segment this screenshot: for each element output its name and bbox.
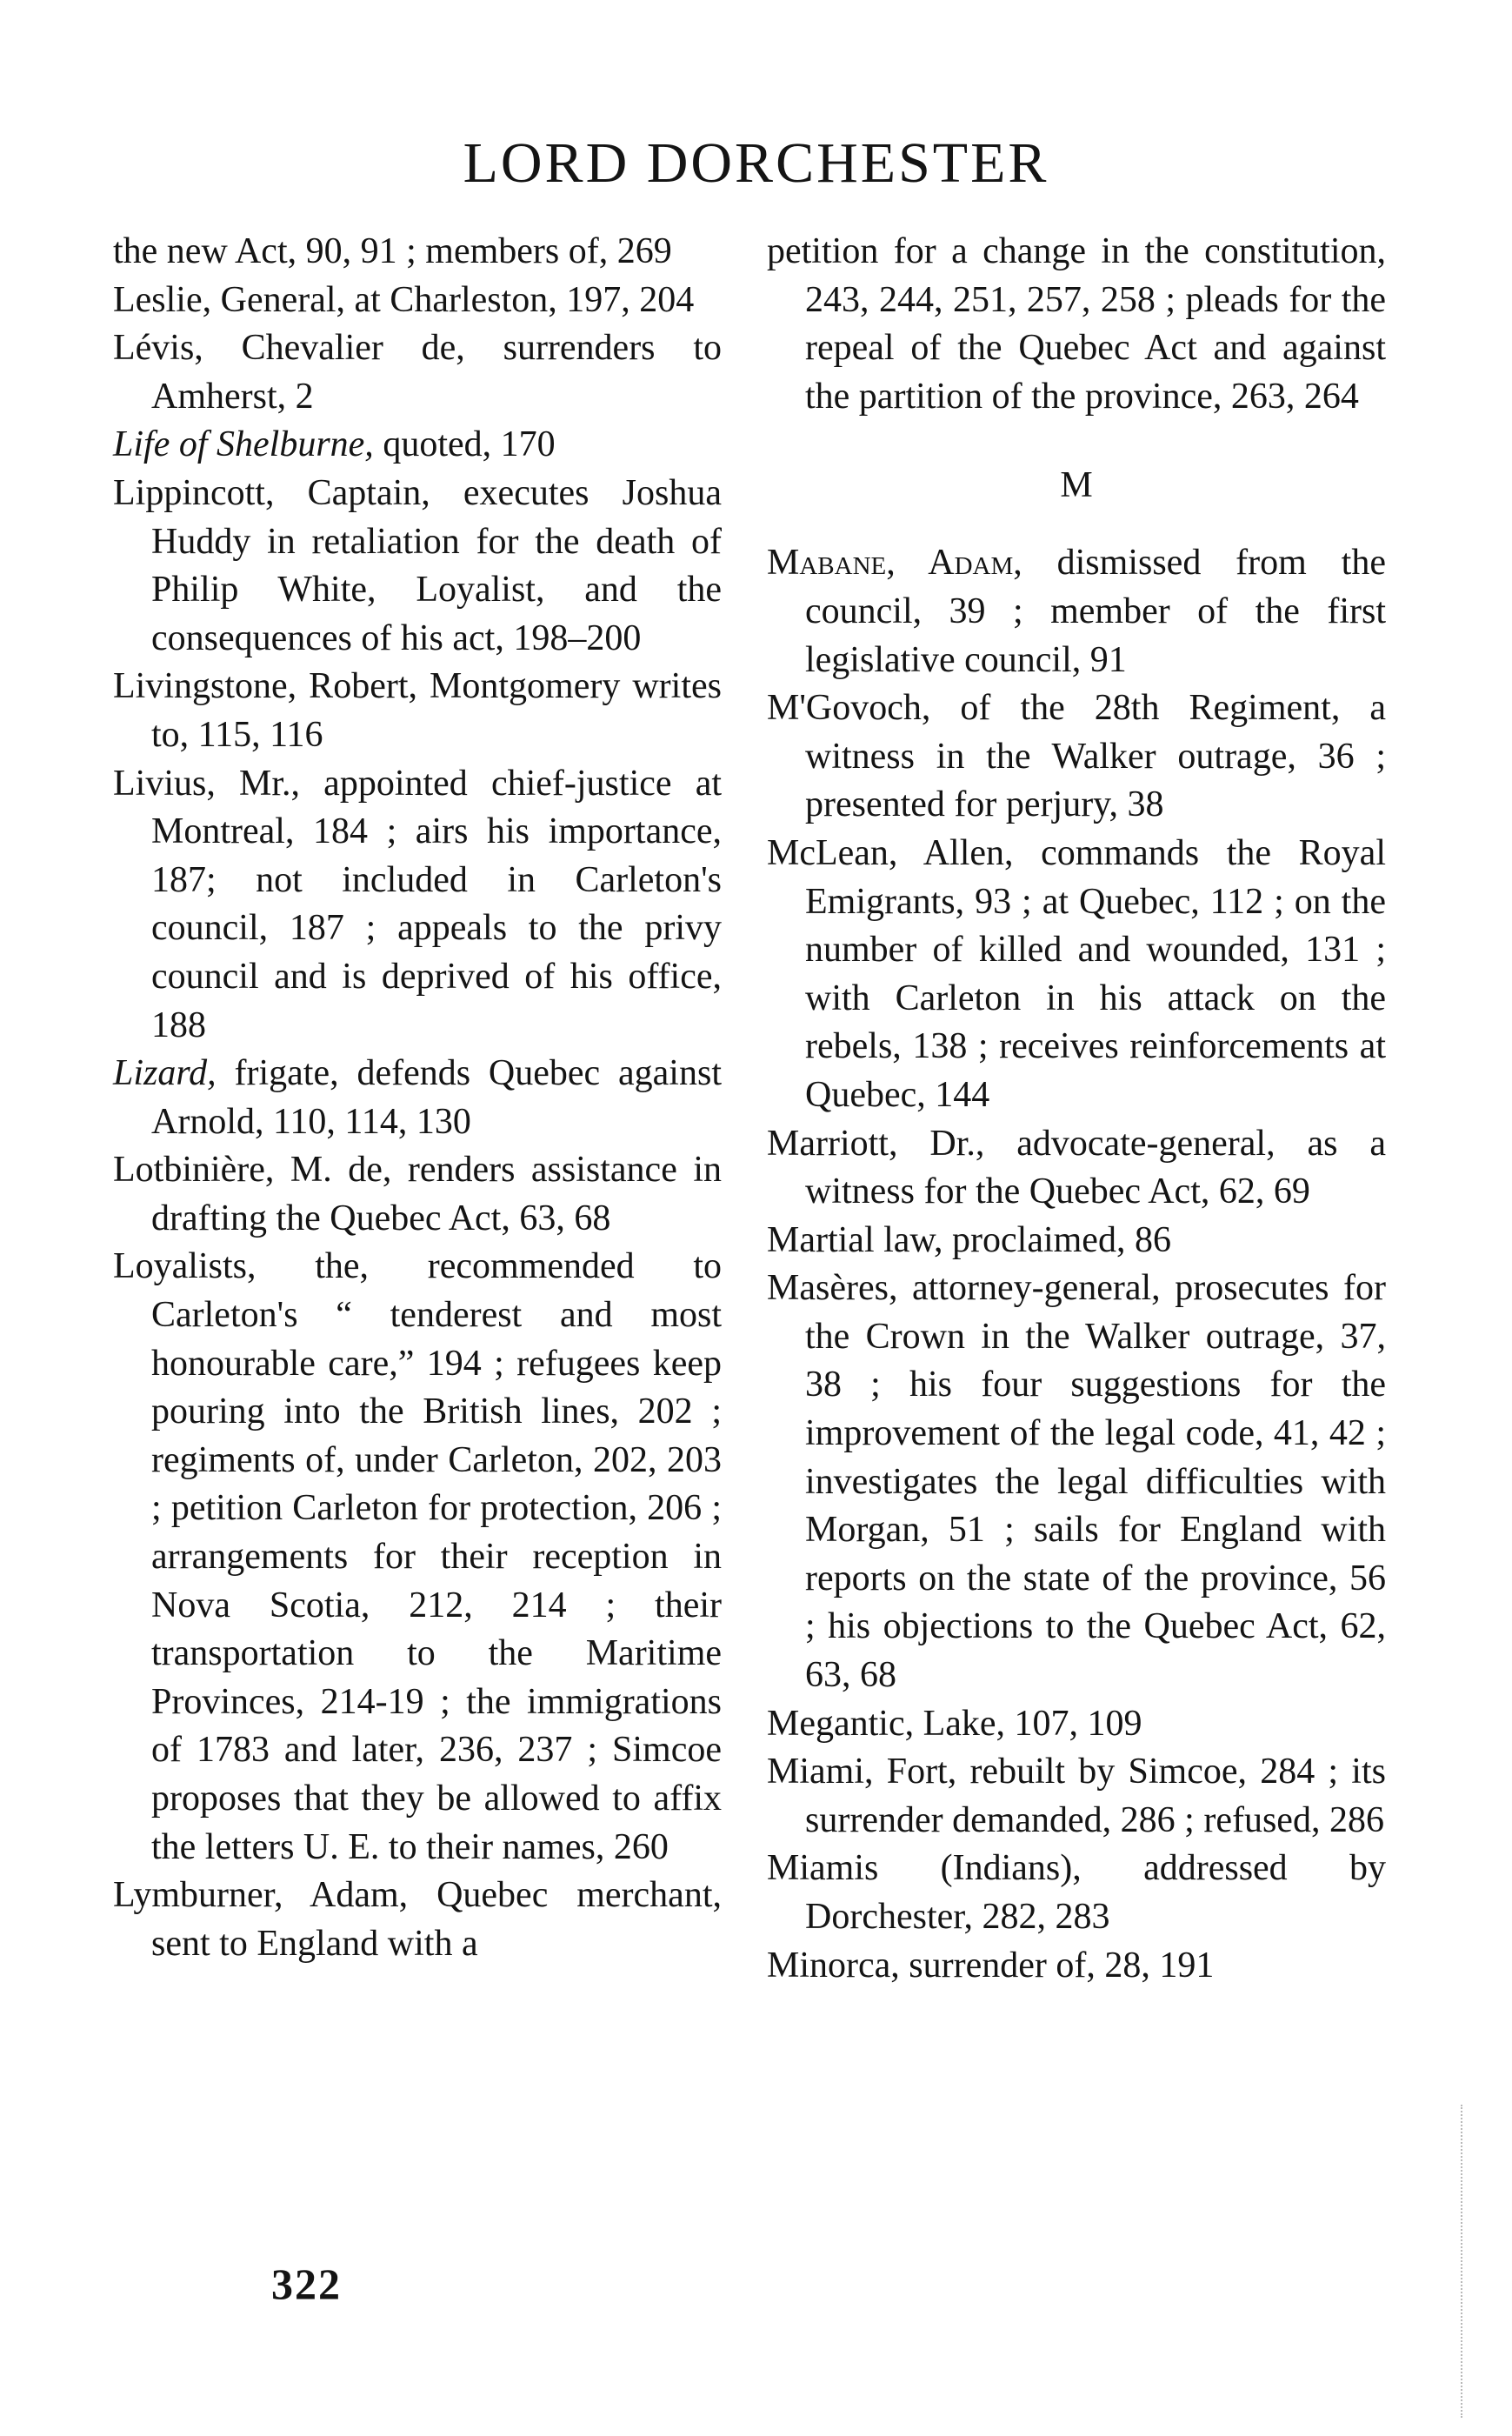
index-entry: [113, 1050, 722, 1146]
entry-text: quoted, 170: [373, 424, 556, 465]
entry-text: Lymburner, Adam, Quebec merchant, sent to England with a: [113, 1875, 722, 1964]
entry-text: Minorca, surrender of, 28, 191: [767, 1945, 1215, 1986]
entry-text: the new Act, 90, 91 ; members of, 269: [113, 231, 672, 271]
entry-text: Livingstone, Robert, Montgomery writes to, 115, 116: [113, 666, 722, 755]
index-entry: [113, 1872, 722, 1968]
index-entry: [113, 277, 722, 325]
entry-text: frigate, defends Quebec against Arnold, 110, 114, 130: [151, 1053, 722, 1142]
entry-text: Lippincott, Captain, executes Joshua Huddy in retaliation for the death of Philip White, Loyalist, and the consequences of his act, 198–200: [113, 472, 722, 658]
index-entry: [767, 830, 1386, 1120]
entry-text: Loyalists, the, recommended to Carleton's “ tenderest and most honourable care,” 194 ; refugees keep pouring into the British lines, 202 ; regiments of, under Carleton, 202, 203 ; petition Carleton for protection, 206 ; arrangements for their reception in Nova Scotia, 212, 214 ; their transportation to the Maritime Provinces, 214-19 ; the immigrations of 1783 and later, 236, 237 ; Simcoe proposes that they be allowed to affix the letters U. E. to their names, 260: [113, 1246, 722, 1867]
scan-edge-mark: [1461, 2105, 1463, 2418]
index-entry: [767, 1217, 1386, 1265]
index-entry: [767, 1845, 1386, 1941]
index-entry: [113, 1146, 722, 1243]
entry-text: petition for a change in the constitution, 243, 244, 251, 257, 258 ; pleads for the repeal of the Quebec Act and against the partition of the province, 263, 264: [767, 231, 1386, 417]
entry-text: Megantic, Lake, 107, 109: [767, 1703, 1142, 1744]
index-column-left: [113, 228, 722, 1968]
entry-text: Miami, Fort, rebuilt by Simcoe, 284 ; its surrender demanded, 286 ; refused, 286: [767, 1752, 1386, 1840]
index-entry: [767, 1700, 1386, 1749]
entry-text: dismissed from the council, 39 ; member of the first legislative council, 91: [805, 543, 1386, 680]
entry-text: Livius, Mr., appointed chief-justice at Montreal, 184 ; airs his importance, 187; not included in Carleton's council, 187 ; appeals to the privy council and is deprived of his office, 188: [113, 763, 722, 1045]
index-entry: [113, 1243, 722, 1872]
index-entry-continuation: [767, 228, 1386, 421]
entry-text: McLean, Allen, commands the Royal Emigrants, 93 ; at Quebec, 112 ; on the number of killed and wounded, 131 ; with Carleton in his attack on the rebels, 138 ; receives reinforcements at Quebec, 144: [767, 832, 1386, 1115]
index-entry: [113, 228, 722, 277]
index-entry: [113, 470, 722, 663]
index-entry: [113, 421, 722, 470]
entry-text: Leslie, General, at Charleston, 197, 204: [113, 279, 695, 320]
index-entry: [767, 1120, 1386, 1217]
index-entry: [113, 663, 722, 759]
entry-text: Masères, attorney-general, prosecutes for the Crown in the Walker outrage, 37, 38 ; his four suggestions for the improvement of the legal code, 41, 42 ; investigates the legal difficulties with Morgan, 51 ; sails for England with reports on the state of the province, 56 ; his objections to the Quebec Act, 62, 63, 68: [767, 1268, 1386, 1696]
entry-text: Marriott, Dr., advocate-general, as a witness for the Quebec Act, 62, 69: [767, 1123, 1386, 1212]
index-entry: [767, 539, 1386, 684]
index-entry: [767, 1265, 1386, 1699]
entry-text: Lotbinière, M. de, renders assistance in drafting the Quebec Act, 63, 68: [113, 1150, 722, 1238]
entry-title-italic: Life of Shelburne,: [113, 424, 374, 465]
index-entry: [113, 324, 722, 421]
index-entry: [113, 760, 722, 1051]
index-entry: [767, 1942, 1386, 1991]
index-entry: [767, 684, 1386, 830]
entry-text: Martial law, proclaimed, 86: [767, 1219, 1171, 1260]
entry-text: Lévis, Chevalier de, surrenders to Amherst, 2: [113, 328, 722, 417]
index-entry: [767, 1748, 1386, 1845]
entry-text: Miamis (Indians), addressed by Dorchester, 282, 283: [767, 1848, 1386, 1937]
entry-text: M'Govoch, of the 28th Regiment, a witness in the Walker outrage, 36 ; presented for perjury, 38: [767, 688, 1386, 825]
entry-name-smallcaps: Mabane, Adam,: [767, 543, 1022, 584]
entry-title-italic: Lizard,: [113, 1053, 216, 1094]
index-column-right: [767, 228, 1386, 1990]
page-title: LORD DORCHESTER: [463, 131, 1049, 195]
section-letter: M: [1060, 465, 1093, 506]
page-number: 322: [271, 2259, 342, 2308]
